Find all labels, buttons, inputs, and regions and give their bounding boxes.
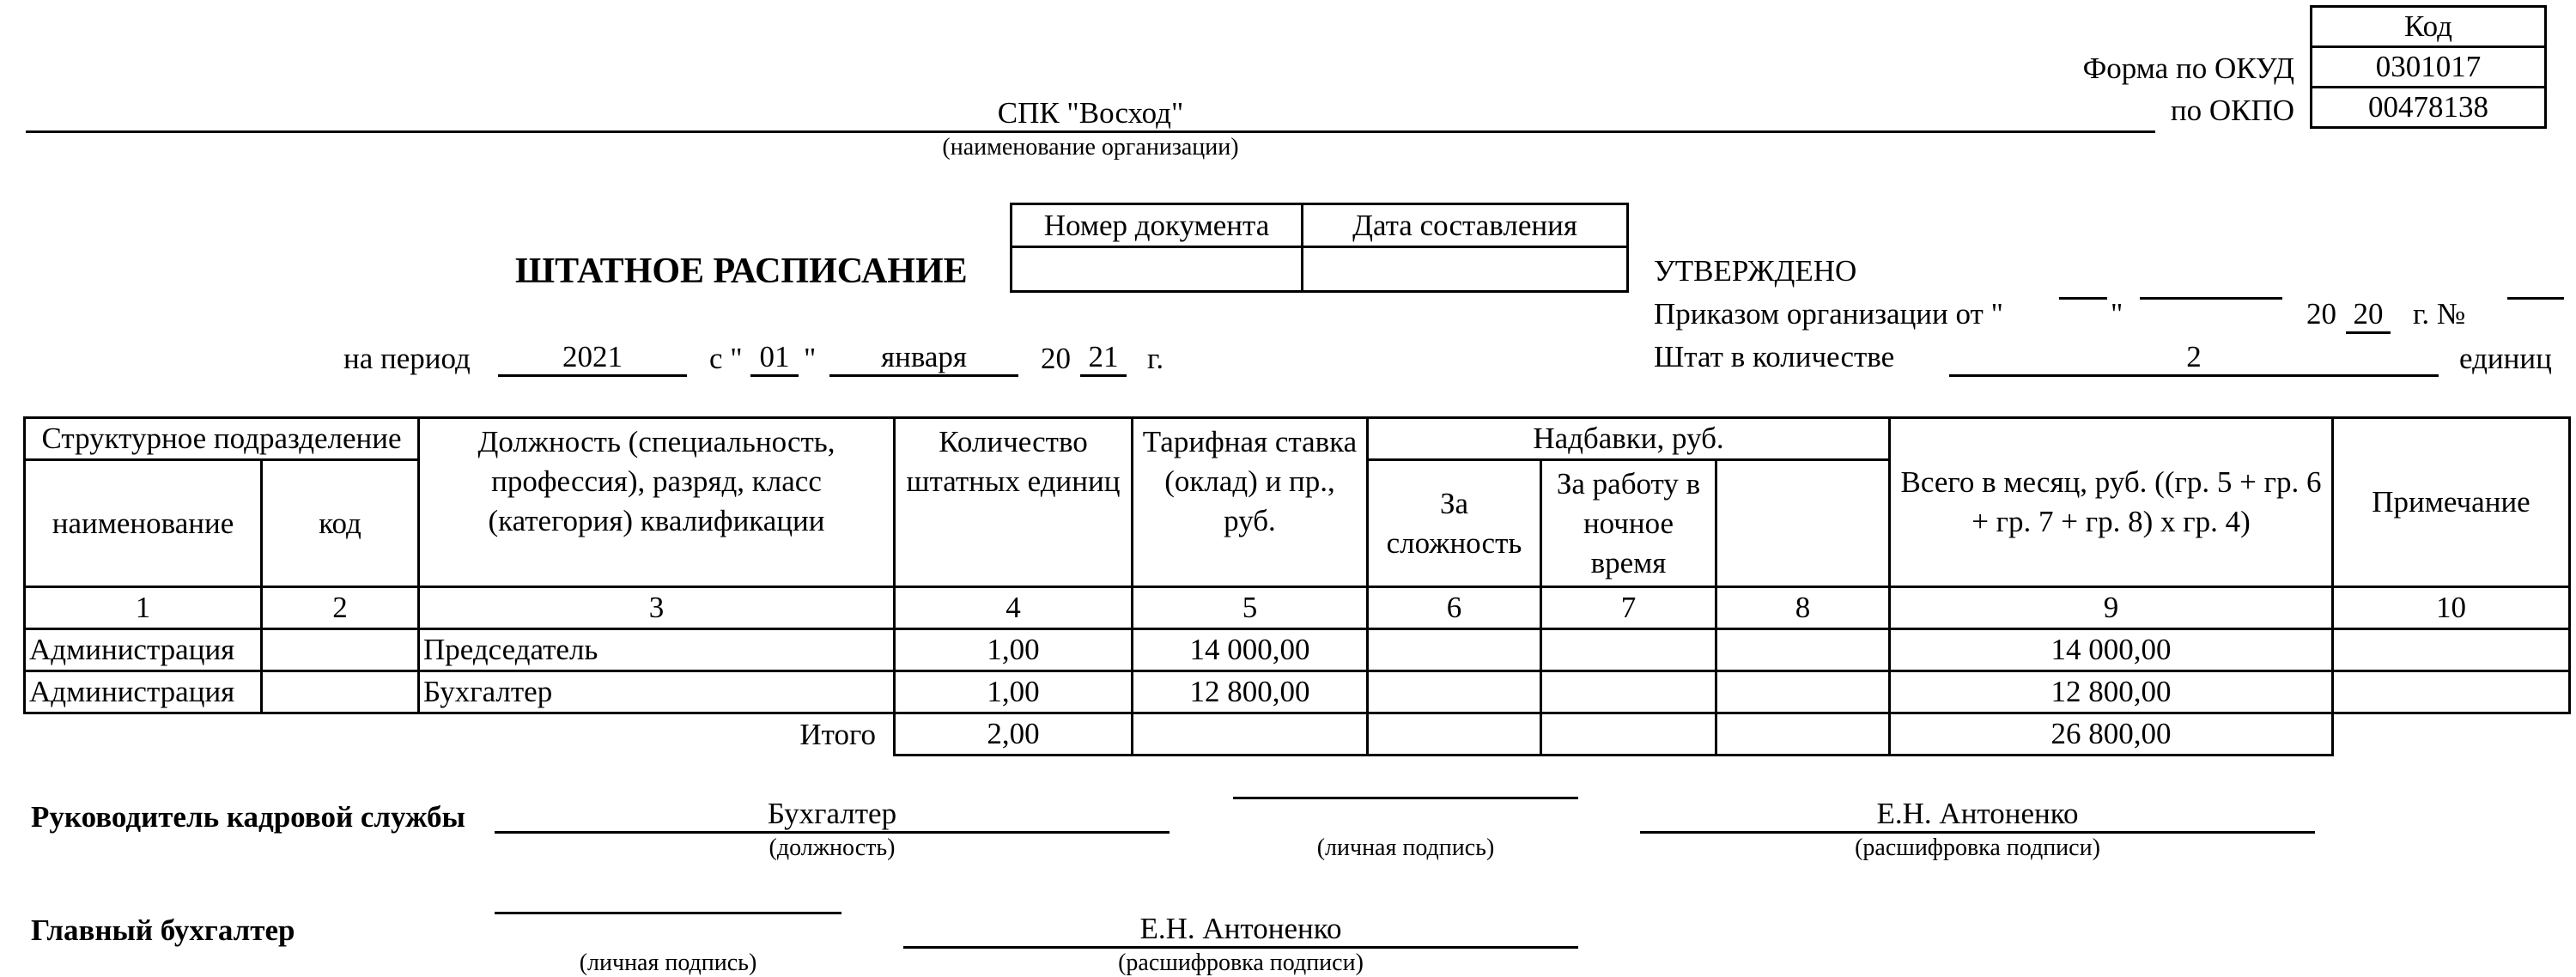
cell-allowance-other: [1716, 629, 1890, 671]
total-rate: [1133, 713, 1368, 756]
approved-order-number: [2507, 297, 2564, 300]
cell-note: [2333, 629, 2570, 671]
doc-date-header: Дата составления: [1303, 204, 1628, 247]
cell-allowance-complexity: [1368, 629, 1541, 671]
cell-allowance-other: [1716, 671, 1890, 713]
doc-number-value: [1012, 247, 1303, 292]
header-total: Всего в месяц, руб. ((гр. 5 + гр. 6 + гр. 7 + гр. 8) х гр. 4): [1890, 418, 2333, 587]
cell-dept: Администрация: [25, 671, 262, 713]
okpo-label: по ОКПО: [2170, 94, 2294, 127]
header-rate: Тарифная ставка (оклад) и пр., руб.: [1133, 418, 1368, 587]
cell-allowance-night: [1541, 629, 1716, 671]
acc-signature-caption: (личная подпись): [579, 950, 757, 976]
col-number: 2: [262, 587, 419, 629]
header-dept-code: код: [262, 460, 419, 587]
col-number: 3: [419, 587, 895, 629]
col-number: 4: [895, 587, 1133, 629]
cell-rate: 14 000,00: [1133, 629, 1368, 671]
col-number: 10: [2333, 587, 2570, 629]
staff-label: Штат в количестве: [1654, 340, 1895, 373]
document-number-table: [1010, 203, 1629, 293]
cell-total: 14 000,00: [1890, 629, 2333, 671]
total-qty: 2,00: [895, 713, 1133, 756]
period-year-unit: г.: [1147, 342, 1164, 375]
header-dept-name: наименование: [25, 460, 262, 587]
hr-name: Е.Н. Антоненко: [1640, 797, 2315, 834]
staff-schedule-table: [23, 416, 2571, 756]
okud-value: 0301017: [2312, 47, 2546, 88]
total-allowance-other: [1716, 713, 1890, 756]
header-structural-unit: Структурное подразделение: [25, 418, 419, 460]
col-number: 1: [25, 587, 262, 629]
period-year: 2021: [498, 340, 687, 377]
hr-head-label: Руководитель кадровой службы: [31, 800, 465, 834]
approved-order-label: Приказом организации от ": [1654, 297, 2003, 331]
approved-order-day: [2059, 297, 2107, 300]
cell-total: 12 800,00: [1890, 671, 2333, 713]
col-number: 5: [1133, 587, 1368, 629]
header-allowances: Надбавки, руб.: [1368, 418, 1890, 460]
col-number: 9: [1890, 587, 2333, 629]
cell-dept: Администрация: [25, 629, 262, 671]
header-note: Примечание: [2333, 418, 2570, 587]
approved-order-month: [2140, 297, 2282, 300]
org-name: СПК "Восход": [26, 96, 2155, 133]
col-number: 8: [1716, 587, 1890, 629]
table-row: [25, 671, 2570, 713]
codes-table: [2310, 5, 2547, 129]
period-from-label: с ": [709, 342, 743, 375]
total-sum: 26 800,00: [1890, 713, 2333, 756]
period-month: января: [829, 340, 1018, 377]
cell-qty: 1,00: [895, 671, 1133, 713]
hr-position: Бухгалтер: [495, 797, 1170, 834]
hr-signature: [1233, 797, 1578, 799]
col-number: 6: [1368, 587, 1541, 629]
acc-signature: [495, 912, 841, 914]
approved-quote-close: ": [2111, 297, 2123, 331]
cell-position: Председатель: [419, 629, 895, 671]
header-night-work: За работу в ночное время: [1541, 460, 1716, 587]
header-allowance-empty: [1716, 460, 1890, 587]
total-row: [25, 713, 2570, 756]
doc-date-value: [1303, 247, 1628, 292]
total-allowance-complexity: [1368, 713, 1541, 756]
org-caption: (наименование организации): [942, 134, 1239, 161]
period-quote-close: ": [804, 342, 817, 375]
document-title: ШТАТНОЕ РАСПИСАНИЕ: [515, 252, 968, 291]
cell-allowance-night: [1541, 671, 1716, 713]
approved-year-prefix: 20: [2306, 297, 2336, 331]
cell-rate: 12 800,00: [1133, 671, 1368, 713]
table-row: [25, 629, 2570, 671]
doc-number-header: Номер документа: [1012, 204, 1303, 247]
approved-year-suffix: 20: [2346, 297, 2391, 334]
okpo-value: 00478138: [2312, 88, 2546, 128]
cell-position: Бухгалтер: [419, 671, 895, 713]
cell-note: [2333, 671, 2570, 713]
acc-name: Е.Н. Антоненко: [903, 912, 1578, 949]
okud-label: Форма по ОКУД: [2082, 52, 2294, 85]
hr-signature-caption: (личная подпись): [1316, 834, 1495, 861]
period-year-suffix: 21: [1080, 340, 1127, 377]
chief-accountant-label: Главный бухгалтер: [31, 913, 295, 947]
period-label: на период: [343, 342, 471, 375]
col-number: 7: [1541, 587, 1716, 629]
header-quantity: Количество штатных единиц: [895, 418, 1133, 587]
acc-name-caption: (расшифровка подписи): [1118, 950, 1364, 976]
header-complexity: За сложность: [1368, 460, 1541, 587]
approved-number-label: г. №: [2413, 297, 2466, 331]
total-allowance-night: [1541, 713, 1716, 756]
header-position: Должность (специальность, профессия), разряд, класс (категория) квалификации: [419, 418, 895, 587]
cell-code: [262, 671, 419, 713]
codes-header: Код: [2312, 7, 2546, 47]
hr-name-caption: (расшифровка подписи): [1855, 834, 2100, 861]
staff-unit: единиц: [2459, 342, 2552, 375]
hr-position-caption: (должность): [769, 834, 896, 861]
period-year-prefix: 20: [1041, 342, 1071, 375]
staff-value: 2: [1949, 340, 2439, 377]
cell-code: [262, 629, 419, 671]
total-label: Итого: [799, 717, 876, 751]
cell-qty: 1,00: [895, 629, 1133, 671]
period-day: 01: [750, 340, 799, 377]
cell-allowance-complexity: [1368, 671, 1541, 713]
approved-title: УТВЕРЖДЕНО: [1654, 254, 1857, 288]
